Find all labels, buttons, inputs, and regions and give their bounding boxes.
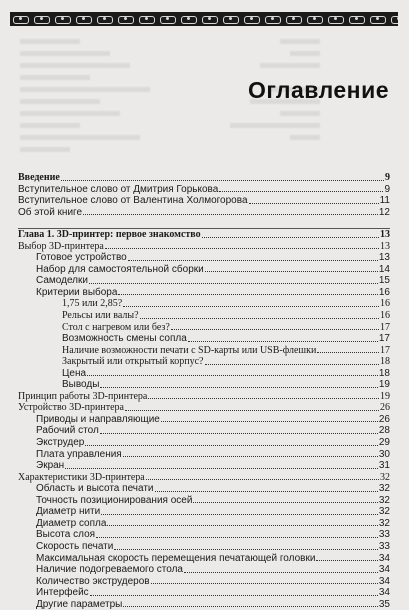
toc-page-number: 33 bbox=[378, 540, 390, 552]
toc-page-number: 34 bbox=[378, 564, 390, 576]
toc-page-number: 18 bbox=[378, 367, 390, 379]
dot-leader bbox=[100, 433, 378, 434]
ornament-motif-icon bbox=[157, 12, 178, 26]
toc-page-number: 17 bbox=[380, 344, 390, 356]
dot-leader bbox=[89, 283, 378, 284]
show-through-line bbox=[20, 48, 398, 58]
toc-page-number: 29 bbox=[378, 437, 390, 449]
toc-entry-title: Максимальная скорость перемещения печатающей головки bbox=[36, 552, 316, 564]
toc-entry bbox=[18, 506, 390, 518]
dot-leader bbox=[83, 214, 378, 215]
toc-entry bbox=[18, 298, 390, 310]
ornament-motif-icon bbox=[304, 12, 325, 26]
toc-page-number: 16 bbox=[380, 298, 390, 310]
dot-leader bbox=[100, 387, 377, 388]
show-through-line bbox=[20, 144, 398, 154]
toc-entry-title: Набор для самостоятельной сборки bbox=[36, 263, 204, 275]
toc-entry-title: Количество экструдеров bbox=[36, 575, 150, 587]
toc-entry bbox=[18, 541, 390, 553]
toc-entry bbox=[18, 322, 390, 334]
ornament-motif-icon bbox=[388, 12, 398, 26]
toc-entry-title: Приводы и направляющие bbox=[36, 413, 160, 425]
ornament-motif-icon bbox=[52, 12, 73, 26]
ornament-motif-icon bbox=[136, 12, 157, 26]
toc-page-number: 32 bbox=[378, 483, 390, 495]
toc-entry bbox=[18, 425, 390, 437]
toc-page-number: 34 bbox=[378, 552, 390, 564]
dot-leader bbox=[193, 502, 377, 503]
toc-entry-title: Выводы bbox=[62, 379, 100, 391]
ornament-motif-icon bbox=[94, 12, 115, 26]
toc-entry-title: Характеристики 3D-принтера bbox=[18, 471, 145, 483]
toc-entry bbox=[18, 437, 390, 449]
toc-page-number: 17 bbox=[378, 333, 390, 345]
toc-entry-title: Наличие подогреваемого стола bbox=[36, 564, 183, 576]
decorative-ornament-band bbox=[10, 12, 398, 26]
page-title: Оглавление bbox=[247, 77, 389, 104]
dot-leader bbox=[125, 410, 379, 411]
toc-entry bbox=[18, 472, 390, 484]
toc-entry-title: Экструдер bbox=[36, 437, 85, 449]
ornament-motif-icon bbox=[10, 12, 31, 26]
toc-entry-title: Точность позиционирования осей bbox=[36, 494, 193, 506]
dot-leader bbox=[105, 248, 379, 249]
dot-leader bbox=[188, 341, 378, 342]
dot-leader bbox=[123, 606, 378, 607]
toc-entry bbox=[18, 495, 390, 507]
toc-entry-title: Самоделки bbox=[36, 275, 88, 287]
dot-leader bbox=[123, 306, 379, 307]
toc-entry bbox=[18, 368, 390, 380]
toc-entry-title: Об этой книге bbox=[18, 206, 83, 218]
toc-entry-title: Область и высота печати bbox=[36, 483, 154, 495]
dot-leader bbox=[123, 456, 378, 457]
toc-page-number: 35 bbox=[378, 598, 390, 610]
ornament-motif-icon bbox=[283, 12, 304, 26]
ornament-motif-icon bbox=[31, 12, 52, 26]
toc-entry-title: Устройство 3D-принтера bbox=[18, 402, 124, 414]
ornament-motif-icon bbox=[220, 12, 241, 26]
dot-leader bbox=[148, 398, 379, 399]
ornament-motif-icon bbox=[115, 12, 136, 26]
toc-entry bbox=[18, 241, 390, 253]
dot-leader bbox=[128, 260, 378, 261]
toc-page-number: 33 bbox=[378, 529, 390, 541]
dot-leader bbox=[87, 375, 378, 376]
toc-entry bbox=[18, 333, 390, 345]
toc-page-number: 30 bbox=[378, 448, 390, 460]
toc-entry bbox=[18, 564, 390, 576]
toc-page-number: 32 bbox=[378, 506, 390, 518]
dot-leader bbox=[61, 180, 384, 181]
dot-leader bbox=[96, 537, 378, 538]
toc-page-number: 11 bbox=[379, 195, 390, 207]
ornament-motif-icon bbox=[346, 12, 367, 26]
ornament-motif-icon bbox=[241, 12, 262, 26]
dot-leader bbox=[90, 595, 378, 596]
toc-entry-title: Рельсы или валы? bbox=[62, 310, 139, 322]
toc-page-number: 19 bbox=[378, 379, 390, 391]
toc-page-number: 16 bbox=[378, 286, 390, 298]
toc-entry-title: Плата управления bbox=[36, 448, 122, 460]
show-through-line bbox=[20, 132, 398, 142]
toc-entry bbox=[18, 379, 390, 391]
toc-entry bbox=[18, 229, 390, 241]
dot-leader bbox=[85, 445, 378, 446]
table-of-contents bbox=[18, 172, 390, 610]
toc-entry bbox=[18, 449, 390, 461]
toc-page-number: 15 bbox=[378, 275, 390, 287]
dot-leader bbox=[249, 203, 379, 204]
dot-leader bbox=[65, 468, 378, 469]
toc-entry-title: Глава 1. 3D-принтер: первое знакомство bbox=[18, 229, 201, 241]
toc-entry bbox=[18, 345, 390, 357]
toc-entry-title: Введение bbox=[18, 172, 60, 183]
toc-entry-title: Принцип работы 3D-принтера bbox=[18, 390, 148, 402]
toc-entry-title: Интерфейс bbox=[36, 587, 89, 599]
toc-entry bbox=[18, 529, 390, 541]
dot-leader bbox=[184, 572, 378, 573]
dot-leader bbox=[155, 491, 378, 492]
toc-entry-title: Закрытый или открытый корпус? bbox=[62, 356, 204, 368]
ornament-motif-icon bbox=[325, 12, 346, 26]
toc-page-number: 28 bbox=[378, 425, 390, 437]
toc-entry bbox=[18, 599, 390, 610]
toc-entry bbox=[18, 483, 390, 495]
toc-page-number: 16 bbox=[380, 310, 390, 322]
toc-page-number: 13 bbox=[380, 240, 390, 252]
dot-leader bbox=[140, 318, 379, 319]
dot-leader bbox=[161, 421, 378, 422]
toc-entry bbox=[18, 518, 390, 530]
toc-page-number: 17 bbox=[380, 321, 390, 333]
toc-page-number: 12 bbox=[378, 206, 390, 218]
toc-entry-title: Выбор 3D-принтера bbox=[18, 240, 104, 252]
ornament-motif-icon bbox=[262, 12, 283, 26]
toc-entry-title: 1,75 или 2,85? bbox=[62, 298, 123, 310]
show-through-line bbox=[20, 36, 398, 46]
toc-page-number: 9 bbox=[384, 183, 390, 195]
toc-page-number: 13 bbox=[380, 229, 390, 241]
toc-entry bbox=[18, 264, 390, 276]
toc-page-number: 32 bbox=[378, 494, 390, 506]
section-gap bbox=[18, 218, 390, 229]
toc-entry-title: Критерии выбора bbox=[36, 286, 118, 298]
toc-page-number: 26 bbox=[380, 402, 390, 414]
toc-page-number: 19 bbox=[380, 390, 390, 402]
dot-leader bbox=[118, 294, 377, 295]
dot-leader bbox=[101, 514, 378, 515]
toc-entry bbox=[18, 414, 390, 426]
toc-entry-title: Готовое устройство bbox=[36, 252, 127, 264]
toc-entry bbox=[18, 287, 390, 299]
toc-entry bbox=[18, 356, 390, 368]
toc-entry-title: Скорость печати bbox=[36, 540, 114, 552]
dot-leader bbox=[317, 352, 379, 353]
toc-entry-title: Рабочий стол bbox=[36, 425, 99, 437]
dot-leader bbox=[202, 237, 379, 238]
toc-page-number: 9 bbox=[385, 172, 390, 183]
dot-leader bbox=[219, 191, 383, 192]
dot-leader bbox=[107, 525, 377, 526]
toc-entry-title: Вступительное слово от Дмитрия Горькова bbox=[18, 183, 219, 195]
toc-entry bbox=[18, 391, 390, 403]
toc-entry-title: Цена bbox=[62, 367, 87, 379]
toc-page-number: 26 bbox=[378, 413, 390, 425]
toc-page-number: 31 bbox=[378, 460, 390, 472]
ornament-motif-icon bbox=[73, 12, 94, 26]
toc-page-number: 18 bbox=[380, 356, 390, 368]
ornament-motif-icon bbox=[199, 12, 220, 26]
toc-page-number: 34 bbox=[378, 587, 390, 599]
toc-entry-title: Наличие возможности печати с SD-карты или USB-флешки bbox=[62, 344, 317, 356]
toc-page-number: 34 bbox=[378, 575, 390, 587]
ornament-motif-icon bbox=[178, 12, 199, 26]
dot-leader bbox=[205, 364, 380, 365]
toc-entry bbox=[18, 402, 390, 414]
toc-entry-title: Экран bbox=[36, 460, 65, 472]
toc-entry bbox=[18, 207, 390, 219]
show-through-line bbox=[20, 60, 398, 70]
dot-leader bbox=[205, 271, 378, 272]
toc-entry-title: Вступительное слово от Валентина Холмогорова bbox=[18, 195, 248, 207]
toc-entry bbox=[18, 587, 390, 599]
toc-entry bbox=[18, 576, 390, 588]
toc-entry-title: Возможность смены сопла bbox=[62, 333, 187, 345]
toc-entry-title: Диаметр сопла bbox=[36, 517, 107, 529]
toc-page-number: 14 bbox=[378, 263, 390, 275]
dot-leader bbox=[114, 549, 378, 550]
toc-entry-title: Диаметр нити bbox=[36, 506, 101, 518]
toc-entry bbox=[18, 553, 390, 565]
ornament-motif-icon bbox=[367, 12, 388, 26]
toc-entry bbox=[18, 195, 390, 207]
dot-leader bbox=[146, 479, 379, 480]
toc-entry bbox=[18, 460, 390, 472]
toc-page-number: 32 bbox=[378, 517, 390, 529]
show-through-line bbox=[20, 108, 398, 118]
toc-entry bbox=[18, 252, 390, 264]
toc-entry-title: Высота слоя bbox=[36, 529, 96, 541]
toc-entry bbox=[18, 184, 390, 196]
toc-entry-title: Другие параметры bbox=[36, 598, 123, 610]
dot-leader bbox=[171, 329, 379, 330]
toc-entry bbox=[18, 310, 390, 322]
show-through-line bbox=[20, 120, 398, 130]
toc-entry bbox=[18, 275, 390, 287]
toc-entry-title: Стол с нагревом или без? bbox=[62, 321, 170, 333]
dot-leader bbox=[316, 560, 377, 561]
toc-entry bbox=[18, 172, 390, 184]
dot-leader bbox=[151, 583, 378, 584]
toc-page-number: 32 bbox=[380, 471, 390, 483]
toc-page-number: 13 bbox=[378, 252, 390, 264]
